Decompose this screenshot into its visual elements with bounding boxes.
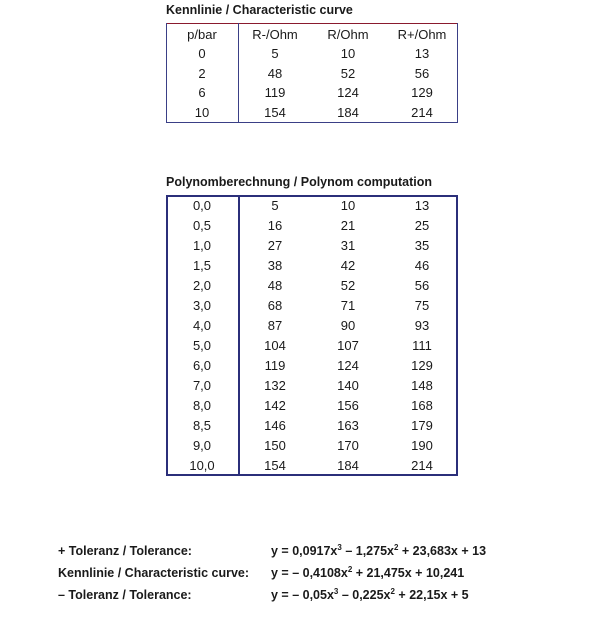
table-cell: 140	[337, 378, 359, 393]
table-row	[166, 103, 458, 123]
table-cell: R+/Ohm	[397, 27, 447, 42]
table-cell: 9,0	[192, 438, 212, 453]
table-cell: 168	[411, 398, 433, 413]
table-cell: 8,5	[192, 418, 212, 433]
table-cell: 107	[337, 338, 359, 353]
table-row	[166, 44, 458, 64]
formula-label: – Toleranz / Tolerance:	[58, 588, 192, 602]
formula-label: + Toleranz / Tolerance:	[58, 544, 192, 558]
table-cell: 129	[411, 85, 433, 100]
table-cell: 10	[340, 198, 356, 213]
table-cell: 56	[414, 278, 430, 293]
table-cell: 104	[264, 338, 286, 353]
table-cell: 154	[264, 458, 286, 473]
table-cell: 154	[264, 104, 286, 120]
table-cell: 4,0	[192, 318, 212, 333]
table-cell: 142	[264, 398, 286, 413]
table-cell: 2,0	[192, 278, 212, 293]
table-cell: 146	[264, 418, 286, 433]
table-cell: 90	[340, 318, 356, 333]
table-cell: 0	[198, 46, 206, 61]
table-row	[166, 316, 458, 336]
table-row	[166, 396, 458, 416]
table-cell: 16	[267, 218, 283, 233]
table-cell: 170	[337, 438, 359, 453]
table-row	[166, 256, 458, 276]
table-cell: 119	[264, 358, 286, 373]
table-cell: 1,0	[192, 238, 212, 253]
table-cell: 3,0	[192, 298, 212, 313]
table-cell: 46	[414, 258, 430, 273]
table-cell: 27	[267, 238, 283, 253]
table-row	[166, 376, 458, 396]
table-cell: 124	[337, 85, 359, 100]
table-cell: 6	[198, 85, 206, 100]
table-cell: 35	[414, 238, 430, 253]
table-cell: 71	[340, 298, 356, 313]
table-row	[166, 216, 458, 236]
table-cell: 10	[340, 46, 356, 61]
table-cell: p/bar	[187, 27, 217, 42]
table-cell: 5	[271, 198, 279, 213]
table-cell: 8,0	[192, 398, 212, 413]
table-cell: 0,5	[192, 218, 212, 233]
table-cell: 31	[340, 238, 356, 253]
table-row	[166, 436, 458, 456]
table-cell: 156	[337, 398, 359, 413]
table-row	[166, 356, 458, 376]
table-cell: 68	[267, 298, 283, 313]
table-cell: 179	[411, 418, 433, 433]
formula-equation: $y = 0,0917x^3 - 1,275x^2 + 23,683x + 13$	[271, 543, 487, 558]
formula-label: Kennlinie / Characteristic curve:	[58, 566, 250, 580]
table-cell: 163	[337, 418, 359, 433]
table-row	[166, 296, 458, 316]
table-cell: 13	[414, 46, 430, 61]
table-header-row	[166, 25, 458, 45]
table-cell: 119	[264, 85, 286, 100]
table-row	[166, 64, 458, 84]
table-cell: 48	[267, 65, 283, 81]
table-cell: 150	[264, 438, 286, 453]
table-cell: 75	[414, 298, 430, 313]
table-row	[166, 416, 458, 436]
table-row	[166, 276, 458, 296]
table-cell: 124	[337, 358, 359, 373]
table-cell: R/Ohm	[327, 27, 369, 42]
table-row	[166, 456, 458, 476]
table-cell: 21	[340, 218, 356, 233]
table-row	[166, 196, 458, 216]
table-cell: 1,5	[192, 258, 212, 273]
table-cell: 93	[414, 318, 430, 333]
table-cell: 7,0	[192, 378, 212, 393]
formula-equation: y = – $0,4108x^2 + 21,475x + 10,241$	[271, 565, 465, 580]
table-cell: 38	[267, 258, 283, 273]
table2-title: Polynomberechnung / Polynom computation	[166, 175, 432, 189]
table-cell: 10	[194, 104, 210, 120]
table-cell: 10,0	[189, 458, 215, 473]
table-cell: 56	[414, 65, 430, 81]
table-cell: 6,0	[192, 358, 212, 373]
table-cell: 42	[340, 258, 356, 273]
polynom-computation-table	[166, 195, 458, 476]
table-cell: 129	[411, 358, 433, 373]
table-cell: 184	[337, 458, 359, 473]
table-cell: 111	[412, 338, 432, 353]
table-row	[166, 83, 458, 103]
characteristic-curve-table	[166, 23, 458, 123]
table-cell: 13	[414, 198, 430, 213]
table-cell: 214	[411, 104, 433, 120]
table-row	[166, 236, 458, 256]
table-cell: 52	[340, 65, 356, 81]
table-cell: 25	[414, 218, 430, 233]
table-cell: 184	[337, 104, 359, 120]
table-cell: 214	[411, 458, 433, 473]
table-cell: 48	[267, 278, 283, 293]
table-cell: 0,0	[192, 198, 212, 213]
table-cell: R-/Ohm	[252, 27, 298, 42]
table-cell: 2	[198, 65, 206, 81]
table-cell: 132	[264, 378, 286, 393]
table-row	[166, 336, 458, 356]
table-cell: 148	[411, 378, 433, 393]
table-cell: 87	[267, 318, 283, 333]
table-cell: 5	[271, 46, 279, 61]
table-cell: 52	[340, 278, 356, 293]
table-cell: 190	[411, 438, 433, 453]
table-border	[166, 23, 458, 24]
table1-title: Kennlinie / Characteristic curve	[166, 3, 353, 17]
table-cell: 5,0	[192, 338, 212, 353]
formula-equation: y = – $0,05x^3 - 0,225x^2 + 22,15x + 5$	[271, 587, 469, 602]
